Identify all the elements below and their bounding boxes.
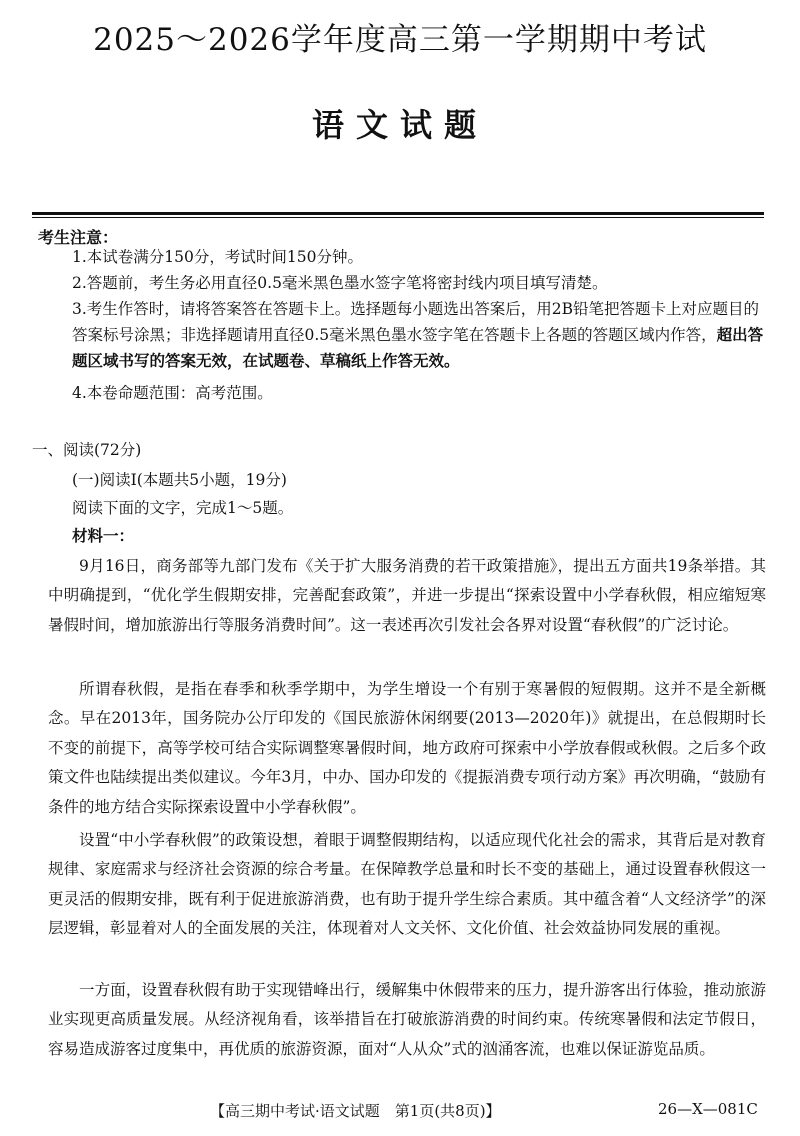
paragraph: 一方面，设置春秋假有助于实现错峰出行，缓解集中休假带来的压力，提升游客出行体验，推动旅游业实现更高质量发展。从经济视角看，该举措旨在打破旅游消费的时间约束。传统寒暑假和法定节假日，容易造成游客过度集中，再优质的旅游资源，面对“人从众”式的汹涌客流，也难以保证游览品质。 — [48, 981, 766, 1058]
notice-item-1: 1.本试卷满分150分，考试时间150分钟。 — [72, 248, 363, 266]
reading-instruction: 阅读下面的文字，完成1～5题。 — [72, 499, 294, 517]
footer-page-info: 【高三期中考试·语文试题 第1页(共8页)】 — [210, 1102, 501, 1120]
section-title: 一、阅读(72分) — [32, 441, 142, 459]
notice-item-3 — [72, 296, 764, 374]
paragraph: 设置“中小学春秋假”的政策设想，着眼于调整假期结构，以适应现代化社会的需求，其背后是对教育规律、家庭需求与经济社会资源的综合考量。在保障教学总量和时长不变的基础上，通过设置春秋假这一更灵活的假期安排，既有利于促进旅游消费，也有助于提升学生综合素质。其中蕴含着“人文经济学”的深层逻辑，彰显着对人的全面发展的关注，体现着对人文关怀、文化价值、社会效益协同发展的重视。 — [48, 831, 766, 938]
notice-title: 考生注意： — [38, 228, 119, 247]
subject-title: 语文试题 — [311, 106, 488, 144]
footer-code: 26—X—081C — [658, 1100, 758, 1118]
exam-title: 2025～2026学年度高三第一学期期中考试 — [93, 22, 707, 58]
notice-item-2: 2.答题前，考生务必用直径0.5毫米黑色墨水签字笔将密封线内项目填写清楚。 — [72, 274, 608, 292]
material-label: 材料一： — [72, 527, 135, 545]
sub-section-title: (一)阅读Ⅰ(本题共5小题，19分) — [72, 471, 287, 489]
notice-item-4: 4.本卷命题范围：高考范围。 — [72, 384, 273, 402]
header-divider-thick — [32, 212, 764, 215]
header-divider-thin — [32, 217, 764, 218]
paragraph: 所谓春秋假，是指在春季和秋季学期中，为学生增设一个有别于寒暑假的短假期。这并不是全新概念。早在2013年，国务院办公厅印发的《国民旅游休闲纲要(2013—2020年)》就提出，在总假期时长不变的前提下，高等学校可结合实际调整寒暑假时间，地方政府可探索中小学放春假或秋假。之后多个政策文件也陆续提出类似建议。今年3月，中办、国办印发的《提振消费专项行动方案》再次明确，“鼓励有条件的地方结合实际探索设置中小学春秋假”。 — [48, 680, 766, 816]
notice-item-3-text: 3.考生作答时，请将答案答在答题卡上。选择题每小题选出答案后，用2B铅笔把答题卡上对应题目的答案标号涂黑；非选择题请用直径0.5毫米黑色墨水签字笔在答题卡上各题的答题区域内作答， — [72, 300, 760, 344]
notice-item-3-bold: 超出答题区域书写的答案无效，在试题卷、草稿纸上作答无效。 — [72, 326, 764, 370]
paragraph: 9月16日，商务部等九部门发布《关于扩大服务消费的若干政策措施》，提出五方面共19条举措。其中明确提到，“优化学生假期安排，完善配套政策”，并进一步提出“探索设置中小学春秋假，相应缩短寒暑假时间，增加旅游出行等服务消费时间”。这一表述再次引发社会各界对设置“春秋假”的广泛讨论。 — [48, 557, 766, 634]
